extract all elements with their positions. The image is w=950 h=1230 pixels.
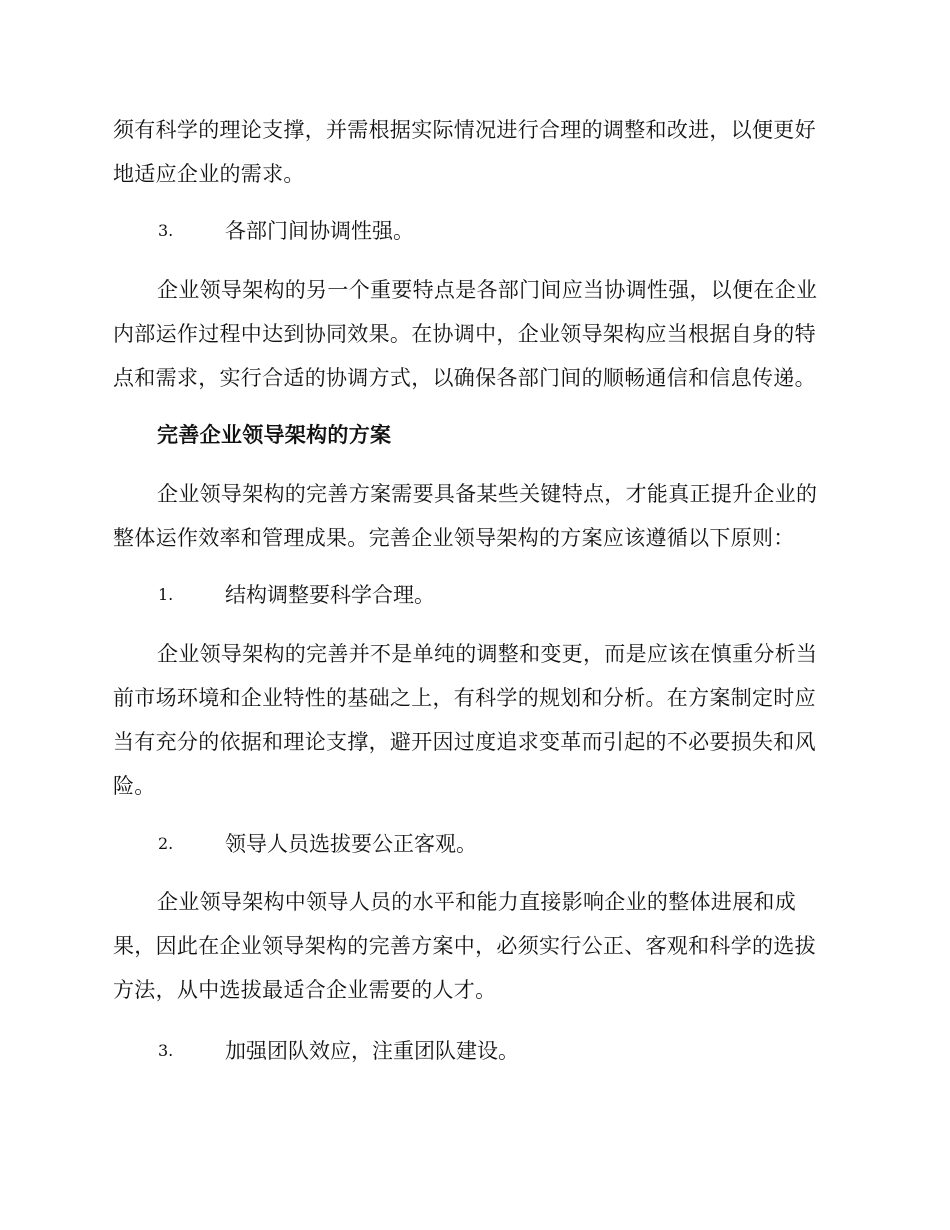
list-number: 3.: [158, 221, 174, 240]
paragraph-coordination: 企业领导架构的另一个重要特点是各部门间应当协调性强，以便在企业 内部运作过程中达到协同效果。在协调中，企业领导架构应当根据自身的特 点和需求，实行合适的协调方式，以确保各部门间的顺畅通信和信息传递。: [113, 278, 818, 390]
paragraph-continuation: 须有科学的理论支撑，并需根据实际情况进行合理的调整和改进，以便更好 地适应企业的需求。: [113, 118, 816, 186]
section-heading: 完善企业领导架构的方案: [157, 423, 392, 447]
list-item-selection: [158, 822, 858, 866]
list-text: 结构调整要科学合理。: [225, 583, 435, 607]
paragraph-plan-intro: 企业领导架构的完善方案需要具备某些关键特点，才能真正提升企业的 整体运作效率和管理成果。完善企业领导架构的方案应该遵循以下原则：: [113, 482, 818, 550]
list-text: 加强团队效应，注重团队建设。: [225, 1039, 519, 1063]
paragraph-structure: 企业领导架构的完善并不是单纯的调整和变更，而是应该在慎重分析当 前市场环境和企业特性的基础之上，有科学的规划和分析。在方案制定时应 当有充分的依据和理论支撑，避开因过度追求变革而引起的不必要损失和风 险。: [113, 642, 818, 798]
list-item-structure: [158, 573, 858, 617]
list-number: 3.: [158, 1041, 174, 1060]
paragraph-selection: 企业领导架构中领导人员的水平和能力直接影响企业的整体进展和成 果，因此在企业领导架构的完善方案中，必须实行公正、客观和科学的选拔 方法，从中选拔最适合企业需要的人才。: [113, 890, 816, 1002]
list-text: 各部门间协调性强。: [225, 219, 414, 243]
list-item-coordination: [158, 209, 858, 253]
list-text: 领导人员选拔要公正客观。: [225, 832, 477, 856]
list-item-team: [158, 1029, 858, 1073]
list-number: 2.: [158, 834, 174, 853]
list-number: 1.: [158, 585, 174, 604]
